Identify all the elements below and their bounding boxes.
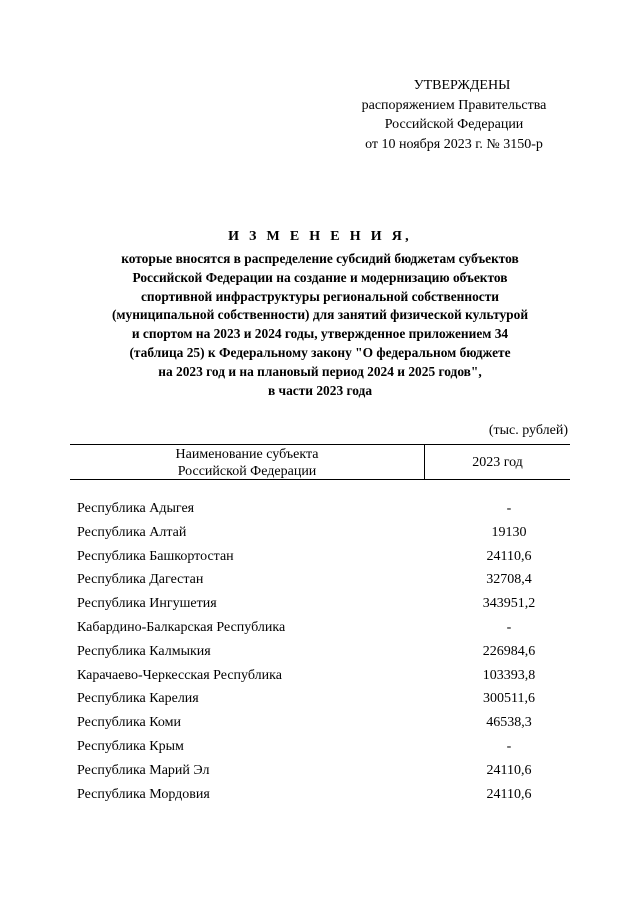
- subtitle-line: (таблица 25) к Федеральному закону "О федеральном бюджете: [129, 344, 511, 360]
- row-subject-name: Республика Адыгея: [77, 501, 195, 516]
- table-row: [77, 664, 577, 688]
- row-subject-name: Республика Ингушетия: [77, 596, 217, 612]
- row-value-2023: 24110,6: [486, 786, 532, 802]
- table-row: [77, 759, 577, 783]
- subtitle-line: на 2023 год и на плановый период 2024 и 2025 годов",: [158, 363, 482, 379]
- table-row: [77, 640, 577, 664]
- row-value-2023: 343951,2: [482, 596, 536, 612]
- row-subject-name: Республика Алтай: [77, 524, 187, 540]
- subtitle-line: и спортом на 2023 и 2024 годы, утвержденное приложением 34: [131, 326, 509, 342]
- table-row: [77, 521, 577, 545]
- row-subject-name: Республика Марий Эл: [77, 762, 210, 778]
- table-row: [77, 568, 577, 592]
- row-value-2023: -: [506, 619, 512, 635]
- row-subject-name: Кабардино-Балкарская Республика: [77, 619, 286, 635]
- row-value-2023: 300511,6: [483, 691, 535, 707]
- row-value-2023: -: [506, 738, 512, 754]
- table-row: [77, 497, 577, 521]
- approval-line-1: распоряжением Правительства: [361, 97, 547, 113]
- row-subject-name: Республика Калмыкия: [77, 643, 211, 659]
- table-row: [77, 545, 577, 569]
- header-subject-line-1: Наименование субъекта: [175, 447, 319, 462]
- approval-heading: УТВЕРЖДЕНЫ: [413, 78, 511, 93]
- row-value-2023: 24110,6: [486, 762, 532, 778]
- approval-block: [340, 76, 568, 154]
- table-row: [77, 735, 577, 759]
- table-row: [77, 592, 577, 616]
- units-label: (тыс. рублей): [488, 423, 568, 438]
- subtitle-line: Российской Федерации на создание и модернизацию объектов: [132, 269, 508, 285]
- table-row: [77, 711, 577, 735]
- subtitle-line: спортивной инфраструктуры региональной собственности: [140, 288, 500, 304]
- row-value-2023: 32708,4: [486, 572, 532, 588]
- row-value-2023: 103393,8: [482, 667, 536, 683]
- subtitle-line: в части 2023 года: [267, 382, 373, 398]
- table-row: [77, 616, 577, 640]
- row-subject-name: Республика Коми: [77, 715, 181, 731]
- table-row: [77, 687, 577, 711]
- row-value-2023: 24110,6: [486, 548, 532, 564]
- subtitle-line: которые вносятся в распределение субсидий бюджетам субъектов: [121, 251, 519, 266]
- row-subject-name: Республика Крым: [77, 738, 184, 754]
- row-value-2023: 226984,6: [482, 643, 536, 659]
- row-subject-name: Республика Башкортостан: [77, 548, 234, 564]
- row-value-2023: -: [506, 501, 512, 516]
- table-body: [77, 497, 577, 806]
- row-value-2023: 19130: [491, 524, 527, 540]
- row-subject-name: Карачаево-Черкесская Республика: [77, 667, 282, 683]
- approval-line-3: от 10 ноября 2023 г. № 3150-р: [365, 136, 543, 152]
- table-header: [70, 444, 570, 480]
- document-subtitle: [70, 250, 570, 400]
- approval-line-2: Российской Федерации: [384, 117, 524, 132]
- table-row: [77, 783, 577, 807]
- row-value-2023: 46538,3: [486, 715, 532, 731]
- header-subject-line-2: Российской Федерации: [177, 464, 317, 479]
- row-subject-name: Республика Карелия: [77, 691, 199, 707]
- header-year: 2023 год: [472, 455, 523, 470]
- subtitle-line: (муниципальной собственности) для занятий физической культурой: [111, 307, 529, 323]
- row-subject-name: Республика Дагестан: [77, 572, 204, 588]
- row-subject-name: Республика Мордовия: [77, 786, 210, 802]
- document-title: И З М Е Н Е Н И Я,: [228, 229, 412, 244]
- header-subject-name: [70, 445, 424, 479]
